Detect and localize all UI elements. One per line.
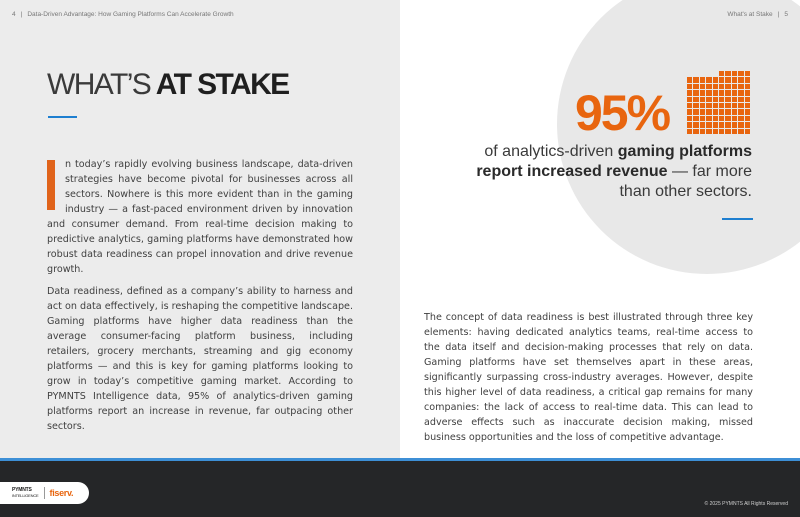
dropcap-bar <box>47 160 55 210</box>
waffle-cell <box>687 116 692 121</box>
waffle-cell <box>719 90 724 95</box>
waffle-cell <box>706 129 711 134</box>
intelligence-logo-text: INTELLIGENCE <box>12 493 39 498</box>
waffle-cell <box>745 116 750 121</box>
waffle-cell <box>719 97 724 102</box>
waffle-cell <box>725 90 730 95</box>
waffle-cell <box>687 71 692 76</box>
waffle-cell <box>725 84 730 89</box>
waffle-cell <box>725 97 730 102</box>
waffle-cell <box>687 109 692 114</box>
waffle-cell <box>713 84 718 89</box>
waffle-cell <box>706 90 711 95</box>
waffle-cell <box>719 109 724 114</box>
footer <box>0 461 800 517</box>
waffle-cell <box>745 109 750 114</box>
waffle-cell <box>745 129 750 134</box>
waffle-cell <box>713 90 718 95</box>
waffle-cell <box>738 116 743 121</box>
right-running-header <box>727 11 788 18</box>
waffle-cell <box>700 103 705 108</box>
logo-divider <box>44 487 45 499</box>
waffle-cell <box>693 97 698 102</box>
waffle-cell <box>687 90 692 95</box>
page-title-bold: AT STAKE <box>155 68 289 101</box>
waffle-cell <box>719 129 724 134</box>
waffle-cell <box>693 109 698 114</box>
waffle-cell <box>738 84 743 89</box>
waffle-cell <box>738 122 743 127</box>
intro-paragraph <box>47 157 353 277</box>
waffle-cell <box>706 103 711 108</box>
waffle-cell <box>732 77 737 82</box>
waffle-cell <box>745 122 750 127</box>
waffle-cell <box>706 77 711 82</box>
waffle-cell <box>687 103 692 108</box>
waffle-cell <box>706 122 711 127</box>
stat-caption <box>452 142 752 202</box>
report-title: Data-Driven Advantage: How Gaming Platforms Can Accelerate Growth <box>27 11 234 18</box>
waffle-cell <box>713 103 718 108</box>
waffle-cell <box>700 129 705 134</box>
waffle-cell <box>745 71 750 76</box>
waffle-cell <box>700 122 705 127</box>
waffle-cell <box>706 84 711 89</box>
waffle-cell <box>738 77 743 82</box>
waffle-cell <box>732 90 737 95</box>
waffle-cell <box>738 90 743 95</box>
waffle-cell <box>706 116 711 121</box>
left-page-number: 4 <box>12 11 16 18</box>
waffle-cell <box>732 116 737 121</box>
waffle-cell <box>719 103 724 108</box>
right-header-separator: | <box>777 11 780 18</box>
fiserv-logo: fiserv. <box>49 488 74 498</box>
waffle-cell <box>732 103 737 108</box>
waffle-cell <box>732 129 737 134</box>
waffle-cell <box>693 90 698 95</box>
stat-caption-bold: gaming platforms report increased revenue <box>476 143 752 180</box>
waffle-cell <box>693 116 698 121</box>
waffle-cell <box>706 97 711 102</box>
copyright-notice: © 2025 PYMNTS All Rights Reserved <box>704 501 788 507</box>
waffle-cell <box>719 84 724 89</box>
waffle-cell <box>719 122 724 127</box>
waffle-cell <box>732 71 737 76</box>
right-page-number: 5 <box>784 11 788 18</box>
stat-value: 95% <box>575 85 670 141</box>
waffle-cell <box>713 122 718 127</box>
waffle-cell <box>693 129 698 134</box>
waffle-cell <box>732 122 737 127</box>
waffle-cell <box>725 129 730 134</box>
waffle-cell <box>713 77 718 82</box>
waffle-cell <box>687 129 692 134</box>
waffle-cell <box>700 109 705 114</box>
waffle-cell <box>700 84 705 89</box>
waffle-cell <box>725 77 730 82</box>
pymnts-logo-text: PYMNTS <box>12 487 32 493</box>
waffle-cell <box>725 103 730 108</box>
section-name: What's at Stake <box>727 11 773 18</box>
left-header-separator: | <box>20 11 23 18</box>
waffle-cell <box>738 97 743 102</box>
waffle-cell <box>738 129 743 134</box>
waffle-cell <box>700 71 705 76</box>
waffle-cell <box>738 71 743 76</box>
waffle-cell <box>713 109 718 114</box>
waffle-cell <box>745 84 750 89</box>
waffle-cell <box>725 109 730 114</box>
footer-logo-pill <box>0 482 89 504</box>
waffle-cell <box>713 129 718 134</box>
waffle-cell <box>706 109 711 114</box>
waffle-cell <box>738 103 743 108</box>
waffle-cell <box>700 90 705 95</box>
waffle-cell <box>732 109 737 114</box>
waffle-cell <box>687 77 692 82</box>
waffle-cell <box>687 122 692 127</box>
waffle-cell <box>732 84 737 89</box>
waffle-cell <box>713 116 718 121</box>
stat-caption-pre: of analytics-driven <box>484 143 618 160</box>
waffle-cell <box>713 71 718 76</box>
pymnts-intelligence-logo <box>12 488 39 498</box>
right-column <box>424 310 753 445</box>
waffle-cell <box>693 122 698 127</box>
waffle-cell <box>732 97 737 102</box>
waffle-cell <box>745 103 750 108</box>
waffle-cell <box>719 71 724 76</box>
waffle-cell <box>693 84 698 89</box>
waffle-cell <box>693 103 698 108</box>
waffle-cell <box>706 71 711 76</box>
intro-paragraph-text: n today’s rapidly evolving business landscape, data-driven strategies have become pivotal for businesses across all sectors. Nowhere is this more evident than in the gaming industry — a fast-paced environment driven by innovation and consumer demand. From real-time decision making to predictive analytics, gaming platforms have demonstrated how robust data readiness can propel innovation and drive revenue growth. <box>47 159 353 275</box>
left-column <box>47 157 353 441</box>
waffle-cell <box>725 71 730 76</box>
waffle-cell <box>725 116 730 121</box>
waffle-cell <box>738 109 743 114</box>
waffle-cell <box>725 122 730 127</box>
waffle-cell <box>700 116 705 121</box>
waffle-cell <box>687 84 692 89</box>
waffle-cell <box>713 97 718 102</box>
left-running-header <box>12 11 234 18</box>
waffle-cell <box>719 77 724 82</box>
waffle-cell <box>745 90 750 95</box>
page-title-light: WHAT’S <box>47 68 151 101</box>
waffle-cell <box>693 71 698 76</box>
concept-paragraph: The concept of data readiness is best illustrated through three key elements: having dedicated analytics teams, real-time access to the data itself and decision-making processes that rely on data. Gaming platforms have set themselves apart in these areas, significantly surpassing cross-industry averages. However, despite this higher level of data readiness, a critical gap remains for many companies: the lack of access to real-time data. This can lead to adverse effects such as inaccurate decision making, missed business opportunities and the loss of competitive advantage. <box>424 312 753 443</box>
waffle-cell <box>700 77 705 82</box>
waffle-cell <box>693 77 698 82</box>
waffle-cell <box>745 77 750 82</box>
stat-caption-post: — far more than other sectors. <box>619 163 752 200</box>
stat-caption-underline <box>722 218 753 220</box>
waffle-cell <box>745 97 750 102</box>
waffle-cell <box>719 116 724 121</box>
page-title <box>47 70 289 100</box>
waffle-cell <box>700 97 705 102</box>
waffle-cell <box>687 97 692 102</box>
data-readiness-paragraph: Data readiness, defined as a company’s ability to harness and act on data effectively, is reshaping the competitive landscape. Gaming platforms have higher data readiness than the average consumer-facing platform business, including retailers, grocery merchants, streaming and gig economy platforms — and this is key for gaming platforms looking to grow in today’s competitive gaming market. According to PYMNTS Intelligence data, 95% of analytics-driven gaming platforms report an increase in revenue, far outpacing other sectors. <box>47 286 353 432</box>
waffle-chart <box>687 71 750 134</box>
title-underline <box>48 116 77 118</box>
